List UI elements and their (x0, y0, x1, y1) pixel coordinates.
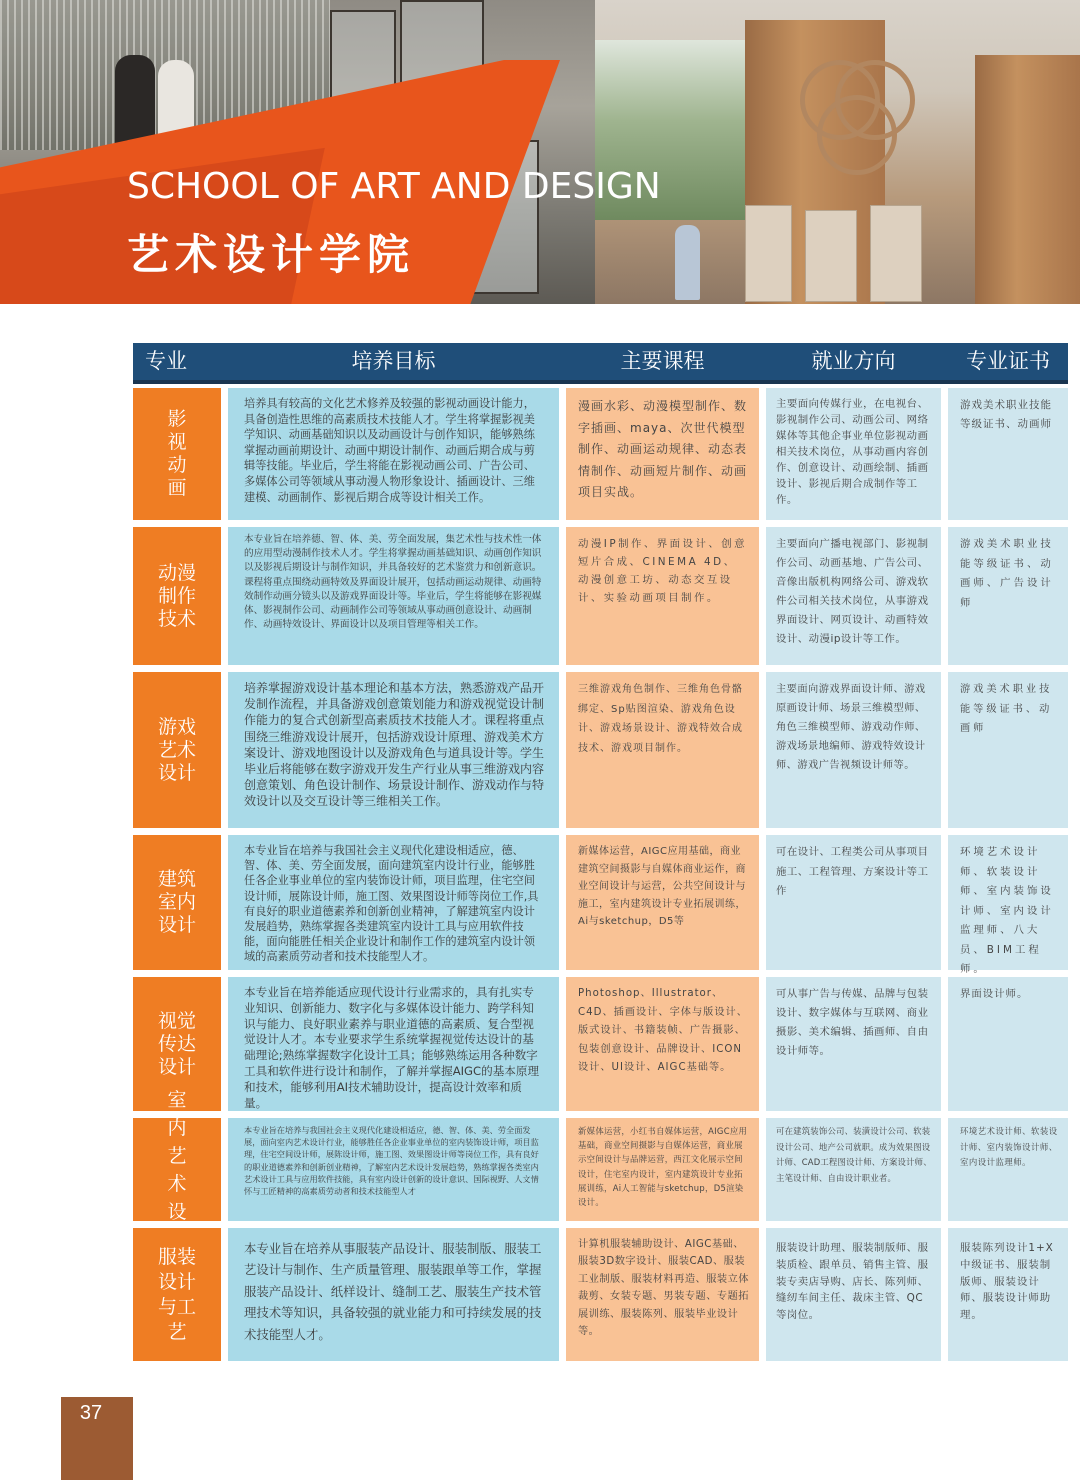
page-number: 37 (79, 1402, 103, 1424)
major-name: 影视动画 (167, 408, 187, 499)
certs-cell: 环境艺术设计师、软装设计师、室内装饰设计师、室内设计监理师、八大员、BIM工程师。 (948, 835, 1068, 970)
courses-cell: 计算机服装辅助设计、AIGC基础、服装3D数字设计、服装CAD、服装工业制版、服装材料再造、服装立体裁剪、女装专题、男装专题、专题拓展训练、服装陈列、服装毕业设计等。 (566, 1228, 759, 1361)
header-certs: 专业证书 (966, 349, 1050, 373)
certs-cell: 游戏美术职业技能等级证书、动画师、广告设计师 (948, 527, 1068, 665)
goal-cell: 培养具有较高的文化艺术修养及较强的影视动画设计能力，具备创造性思维的高素质技术技能人才。学生将掌握影视美学知识、动画基础知识以及动画设计与创作知识，能够熟练掌握动画前期设计、动画中期设计制作、动画后期合成与剪辑等技能。毕业后，学生将能在影视动画公司、广告公司、多媒体公司等领域从事动漫人物形象设计、插画设计、三维建模、动画制作、影视后期合成等设计相关工作。 (228, 388, 559, 520)
major-name: 建筑室内设计 (157, 868, 196, 936)
table-row (133, 977, 1068, 1111)
jobs-cell: 可在建筑装饰公司、装潢设计公司、软装设计公司、地产公司就职。成为效果图设计师、CAD工程图设计师、方案设计师、主笔设计师、自由设计职业者。 (766, 1118, 941, 1221)
courses-cell: 漫画水彩、动漫模型制作、数字插画、maya、次世代模型制作、动画运动规律、动态表情制作、动画短片制作、动画项目实战。 (566, 388, 759, 520)
table-row (133, 835, 1068, 975)
courses-cell: 新媒体运营，小红书自媒体运营，AIGC应用基础，商业空间摄影与自媒体运营，商业展示空间设计与品牌运营，西江文化展示空间设计，住宅室内设计，室内建筑设计专业拓展训练，Ai人工智能与sketchup，D5渲染设计。 (566, 1118, 759, 1221)
courses-cell: Photoshop、Illustrator、C4D、插画设计、字体与版设计、版式设计、书籍装帧、广告摄影、包装创意设计、品牌设计、ICON设计、UI设计、AIGC基础等。 (566, 977, 759, 1111)
major-name: 视觉传达设计 (157, 1009, 196, 1078)
certs-cell: 游戏美术职业技能等级证书、动画师 (948, 672, 1068, 828)
header-courses: 主要课程 (620, 349, 705, 373)
goal-cell: 本专业旨在培养与我国社会主义现代化建设相适应，德、智、体、美、劳全面发展，面向建筑室内设计行业，能够胜任各企业事业单位的室内装饰设计师，项目监理，住宅空间设计师，展陈设计师，施工图、效果图设计师等岗位工作,具有良好的职业道德素养和创新创业精神，了解建筑室内设计发展趋势，熟练掌握各类建筑室内设计工具与应用软件技能，面向能胜任相关企业设计和制作工作的建筑室内设计领域的高素质劳动者和技术技能型人才。 (228, 835, 559, 970)
goal-cell: 培养掌握游戏设计基本理论和基本方法，熟悉游戏产品开发制作流程，并具备游戏创意策划能力和游戏视觉设计制作能力的复合式创新型高素质技术技能人才。课程将重点围绕三维游戏设计展开，包括游戏设计原理、游戏美术方案设计、游戏地图设计以及游戏角色与道具设计等。学生毕业后将能够在数字游戏开发生产行业从事三维游戏内容创意策划、角色设计制作、场景设计制作、游戏动作与特效设计以及交互设计等三维相关工作。 (228, 672, 559, 828)
major-name: 室内艺术设 (167, 1088, 187, 1223)
certs-cell: 环境艺术设计师、软装设计师、室内装饰设计师、室内设计监理师。 (948, 1118, 1068, 1221)
goal-cell: 本专业旨在培养德、智、体、美、劳全面发展，集艺术性与技术性一体的应用型动漫制作技术人才。学生将掌握动画基础知识、动画创作知识以及影视后期设计与制作知识，并具备较好的艺术鉴赏力和创新意识。课程将重点围绕动画特效及界面设计展开，包括动画运动规律、动画特效制作动画分镜头以及游戏界面设计等。毕业后，学生将能够在影视媒体、影视制作公司、动画制作公司等领域从事动画创意设计、动画制作、动画特效设计、界面设计以及项目管理等相关工作。 (228, 527, 559, 665)
major-cell (133, 672, 221, 828)
major-name: 动漫制作技术 (157, 561, 196, 630)
jobs-cell: 可在设计、工程类公司从事项目施工、工程管理、方案设计等工作 (766, 835, 941, 970)
jobs-cell: 可从事广告与传媒、品牌与包装设计、数字媒体与互联网、商业摄影、美术编辑、插画师、自由设计师等。 (766, 977, 941, 1111)
header-jobs: 就业方向 (811, 349, 896, 373)
school-title-english: SCHOOL OF ART AND DESIGN (127, 166, 661, 207)
banner-photo-interior (595, 0, 1080, 304)
goal-cell: 本专业旨在培养能适应现代设计行业需求的，具有扎实专业知识、创新能力、数字化与多媒体设计能力、跨学科知识与能力、良好职业素养与职业道德的高素质、复合型视觉设计人才。本专业要求学生系统掌握视觉传达设计的基础理论;熟练掌握数字化设计工具；能够熟练运用各种数字工具和软件进行设计和制作，了解并掌握AIGC的基本原理和技术，能够利用AI技术辅助设计，提高设计效率和质量。 (228, 977, 559, 1111)
table-row (133, 672, 1068, 828)
major-name: 游戏艺术设计 (157, 715, 196, 784)
header-major: 专业 (145, 349, 187, 373)
header-goal: 培养目标 (351, 349, 436, 373)
table-row (133, 527, 1068, 665)
table-row (133, 1088, 1068, 1223)
table-row (133, 1228, 1068, 1361)
certs-cell: 界面设计师。 (948, 977, 1068, 1111)
major-cell (133, 527, 221, 665)
major-cell (133, 1088, 221, 1223)
table-row (133, 388, 1068, 520)
goal-cell: 本专业旨在培养与我国社会主义现代化建设相适应，德、智、体、美、劳全面发展，面向室内艺术设计行业，能够胜任各企业事业单位的室内装饰设计师，项目监理，住宅空间设计师，展陈设计师，施工图、效果图设计师等岗位工作，具有良好的职业道德素养和创新创业精神，了解室内艺术设计发展趋势，熟练掌握各类室内艺术设计工具与应用软件技能，具有室内设计创新的设计意识、国际视野、人文情怀与工匠精神的高素质劳动者和技术技能型人才 (228, 1118, 559, 1221)
certs-cell: 服装陈列设计1+X中级证书、服装制版师、服装设计师、服装设计师助理。 (948, 1228, 1068, 1361)
courses-cell: 新媒体运营，AIGC应用基础，商业建筑空间摄影与自媒体商业运作，商业空间设计与运营，公共空间设计与施工，室内建筑设计专业拓展训练，Ai与sketchup，D5等 (566, 835, 759, 970)
courses-cell: 三维游戏角色制作、三维角色骨骼绑定、Sp贴图渲染、游戏角色设计、游戏场景设计、游戏特效合成技术、游戏项目制作。 (566, 672, 759, 828)
jobs-cell: 主要面向传媒行业，在电视台、影视制作公司、动画公司、网络媒体等其他企事业单位影视动画相关技术岗位，从事动画内容创作、创意设计、动画绘制、插画设计、影视后期合成制作等工作。 (766, 388, 941, 520)
school-title-chinese: 艺术设计学院 (127, 230, 416, 279)
major-cell (133, 388, 221, 520)
jobs-cell: 主要面向游戏界面设计师、游戏原画设计师、场景三维模型师、角色三维模型师、游戏动作师、游戏场景地编师、游戏特效设计师、游戏广告视频设计师等。 (766, 672, 941, 828)
goal-cell: 本专业旨在培养从事服装产品设计、服装制版、服装工艺设计与制作、生产质量管理、服装跟单等工作，掌握服装产品设计、纸样设计、缝制工艺、服装生产技术管理技术等知识，具备较强的就业能力和可持续发展的技术技能型人才。 (228, 1228, 559, 1361)
table-header (133, 343, 1068, 384)
certs-cell: 游戏美术职业技能等级证书、动画师 (948, 388, 1068, 520)
jobs-cell: 主要面向广播电视部门、影视制作公司、动画基地、广告公司、音像出版机构网络公司、游戏软件公司相关技术岗位，从事游戏界面设计、网页设计、动画特效设计、动漫ip设计等工作。 (766, 527, 941, 665)
jobs-cell: 服装设计助理、服装制版师、服装质检、跟单员、销售主管、服装专卖店导购、店长、陈列师、缝纫车间主任、裁床主管、QC等岗位。 (766, 1228, 941, 1361)
major-cell (133, 1228, 221, 1361)
courses-cell: 动漫IP制作、界面设计、创意短片合成、CINEMA 4D、动漫创意工坊、动态交互设计、实验动画项目制作。 (566, 527, 759, 665)
major-cell (133, 835, 221, 970)
header-banner (0, 0, 1080, 304)
major-name: 服装设计与工艺 (157, 1245, 196, 1343)
